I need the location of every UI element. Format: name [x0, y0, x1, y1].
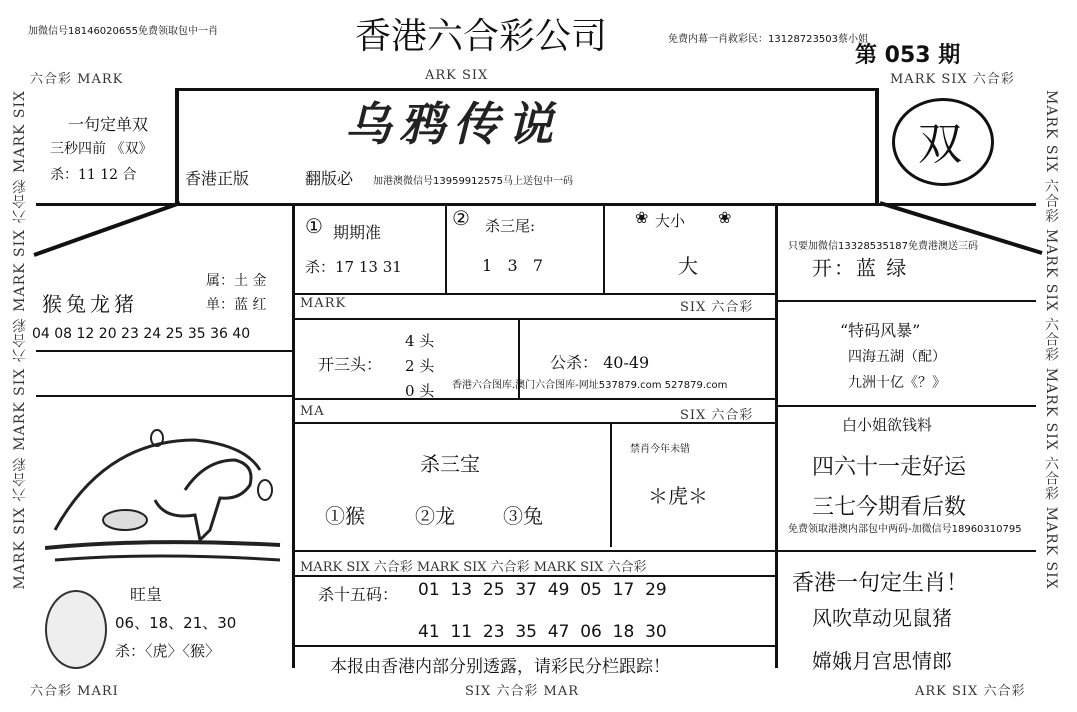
forbid-title: 禁肖今年未错 [630, 444, 690, 455]
flower-icon-right: ❀ [718, 208, 732, 227]
mark-left: 六合彩 MARK [30, 72, 124, 87]
kill15-label: 杀十五码： [318, 585, 399, 604]
three-heads-h3: 0 头 [405, 382, 435, 400]
mark-mid: ARK SIX [425, 68, 489, 83]
dinosaur-illustration [45, 420, 285, 570]
dan-shuang-kill: 杀：11 12 合 [50, 167, 137, 183]
wang-huang-numbers: 06、18、21、30 [115, 614, 237, 632]
kill-tail-num-icon: ② [452, 206, 470, 230]
kill-tail-title: 杀三尾: [485, 217, 536, 235]
copy-prefix: 翻版必 [305, 169, 354, 188]
mark-row3: MARK SIX 六合彩 MARK SIX 六合彩 MARK SIX 六合彩 [300, 560, 647, 575]
mark-row1-left: MARK [300, 296, 347, 311]
white-lady-note: 免费领取港澳内部包中两码-加微信号18960310795 [788, 524, 1022, 535]
zodiac-numbers: 04 08 12 20 23 24 25 35 36 40 [32, 326, 251, 342]
shuang-value: 双 [918, 119, 962, 170]
mark-right: MARK SIX 六合彩 [890, 72, 1015, 87]
hk-sentence-title: 香港一句定生肖！ [792, 571, 969, 596]
footer-note: 本报由香港内部分别透露，请彩民分栏跟踪！ [330, 657, 670, 677]
kill-three-a: ①猴 [325, 504, 365, 528]
mark-row2-left: MA [300, 404, 325, 419]
seal-stamp [45, 590, 107, 669]
three-heads-h2: 2 头 [405, 357, 435, 375]
forbid-value: ＊虎＊ [648, 484, 708, 508]
zodiac-single: 单：蓝 红 [206, 297, 267, 313]
white-lady-line1: 四六十一走好运 [812, 455, 967, 480]
bottom-mark-mid: SIX 六合彩 MAR [465, 684, 580, 699]
qiqi-title: 期期准 [333, 223, 382, 242]
zodiac-animals: 猴兔龙猪 [42, 292, 138, 316]
top-right-note: 免费内幕一肖救彩民：13128723503蔡小姐 [668, 34, 868, 45]
mark-row1-right: SIX 六合彩 [680, 300, 754, 315]
open-color-note: 只要加微信13328535187免费港澳送三码 [788, 241, 978, 252]
wang-huang-kill: 杀：〈虎〉〈猴〉 [115, 642, 221, 660]
public-kill: 公杀： 40-49 [550, 353, 650, 372]
qiqi-num-icon: ① [305, 214, 323, 238]
qiqi-kill: 杀：17 13 31 [305, 258, 402, 276]
size-title: 大小 [655, 212, 686, 230]
mark-row2-right: SIX 六合彩 [680, 408, 754, 423]
open-color-value: 开：蓝 绿 [812, 256, 909, 280]
kill-tail-values: 1 3 7 [482, 256, 544, 275]
issue-number: 第 053 期 [855, 43, 961, 68]
three-heads-label: 开三头： [318, 355, 383, 374]
hk-sentence-line2: 嫦娥月宫思情郎 [812, 649, 952, 673]
kill15-row1: 01 13 25 37 49 05 17 29 [418, 580, 667, 600]
top-left-note: 加微信号18146020655免费领取包中一肖 [28, 26, 218, 37]
diagonal-line-left [30, 195, 190, 265]
hk-version: 香港正版 [185, 169, 250, 188]
kill-three-b: ②龙 [415, 504, 455, 528]
dan-shuang-line2: 三秒四前 《双》 [50, 141, 153, 157]
right-side-watermark: MARK SIX 六合彩 MARK SIX 六合彩 MARK SIX 六合彩 MARK SIX [1043, 90, 1059, 590]
three-heads-h1: 4 头 [405, 332, 435, 350]
kill-three-title: 杀三宝 [420, 452, 480, 476]
size-value: 大 [678, 254, 698, 278]
left-side-watermark: MARK SIX 六合彩 MARK SIX 六合彩 MARK SIX 六合彩 MARK SIX [12, 90, 28, 590]
zodiac-attr: 属：土 金 [206, 273, 267, 289]
dan-shuang-title: 一句定单双 [68, 115, 149, 134]
tema-title: “特码风暴” [840, 321, 921, 340]
kill-three-c: ③兔 [503, 504, 543, 528]
hk-sentence-line1: 风吹草动见鼠猪 [812, 606, 952, 630]
company-title: 香港六合彩公司 [355, 16, 608, 57]
flower-icon-left: ❀ [635, 208, 649, 227]
white-lady-line2: 三七今期看后数 [812, 495, 967, 520]
kill15-row2: 41 11 23 35 47 06 18 30 [418, 622, 667, 642]
site-note: 香港六合图库.澳门六合图库-网址537879.com 527879.com [452, 380, 728, 391]
copy-note: 加港澳微信号13959912575马上送包中一码 [373, 176, 573, 187]
tema-line2: 九洲十亿《？》 [848, 375, 946, 391]
calligraphy-title: 乌鸦传说 [345, 97, 561, 151]
bottom-mark-right: ARK SIX 六合彩 [915, 684, 1026, 699]
white-lady-title: 白小姐欲钱料 [842, 416, 933, 434]
bottom-mark-left: 六合彩 MARI [30, 684, 119, 699]
tema-line1: 四海五湖（配） [848, 349, 946, 365]
wang-huang-title: 旺皇 [130, 585, 163, 604]
